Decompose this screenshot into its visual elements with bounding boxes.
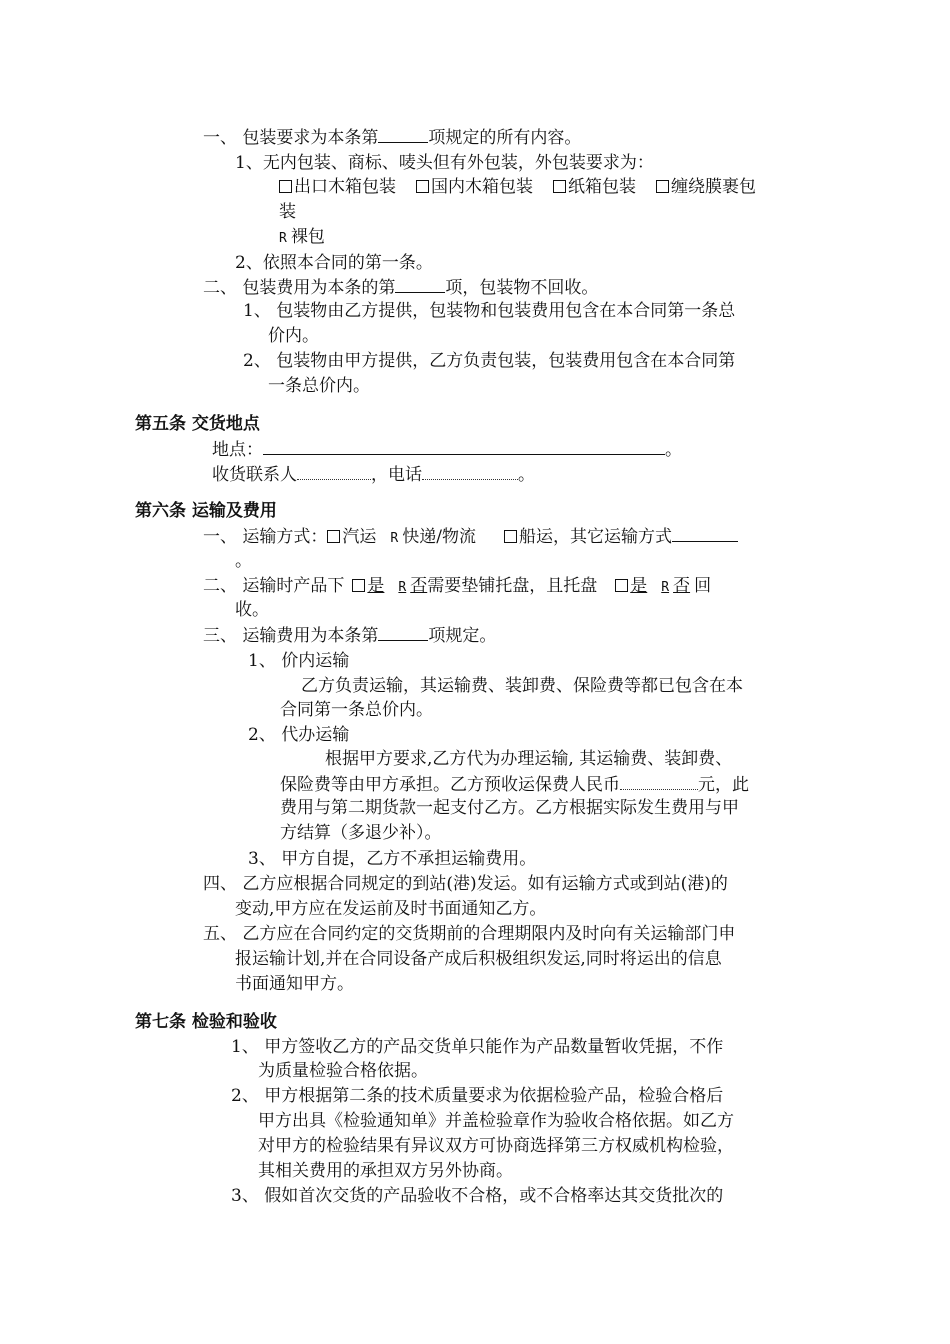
clause-5-b: 报运输计划,并在合同设备产成后积极组织发运,同时将运出的信息 <box>235 949 722 969</box>
pack-options <box>279 176 756 198</box>
pallet-choice-2 <box>597 576 690 596</box>
transport-mode-label: 一、 运输方式： <box>203 527 328 547</box>
no-label: 否 <box>673 576 691 596</box>
blank-field[interactable] <box>395 276 445 293</box>
article-7-title: 第七条 检验和验收 <box>135 1012 277 1032</box>
pack-line-7b: 价内。 <box>268 326 319 346</box>
transport-mode <box>203 525 738 550</box>
checked-mark[interactable]: R <box>279 231 287 246</box>
opt-bare-label: 裸包 <box>290 227 325 247</box>
sub-2-text-a: 根据甲方要求,乙方代为办理运输, 其运输费、装卸费、 <box>325 749 733 769</box>
transport-fee-text: 三、 运输费用为本条第 <box>203 626 379 646</box>
pallet-choice-1 <box>344 576 427 596</box>
inspect-1-b: 为质量检验合格依据。 <box>258 1061 428 1081</box>
blank-field[interactable] <box>378 126 428 143</box>
clause-4-a: 四、 乙方应根据合同规定的到站(港)发运。如有运输方式或到站(港)的 <box>203 874 728 894</box>
pack-requirement-text: 一、 包装要求为本条第 <box>203 128 379 148</box>
checkbox-ship[interactable] <box>504 530 517 543</box>
pack-line-2: 1、无内包装、商标、唛头但有外包装，外包装要求为： <box>235 153 654 173</box>
pack-line-8b: 一条总价内。 <box>268 376 370 396</box>
sub-2-text-b <box>280 773 749 796</box>
pallet-line-end: 收。 <box>235 600 269 620</box>
pallet-line <box>203 575 711 599</box>
sub-1-title: 1、 价内运输 <box>248 651 350 671</box>
opt-bare <box>279 226 325 250</box>
inspect-3-a: 3、 假如首次交货的产品验收不合格，或不合格率达其交货批次的 <box>231 1186 724 1206</box>
opt-carton: 纸箱包装 <box>568 177 636 197</box>
opt-export-wood: 出口木箱包装 <box>294 177 396 197</box>
sub-3-title: 3、 甲方自提，乙方不承担运输费用。 <box>248 849 537 869</box>
checkbox-export-wood[interactable] <box>279 180 292 193</box>
checkbox-carton[interactable] <box>553 180 566 193</box>
transport-fee-text-end: 项规定。 <box>428 626 497 646</box>
inspect-2-b: 甲方出具《检验通知单》并盖检验章作为验收合格依据。如乙方 <box>258 1111 734 1131</box>
opt-express: 快递/物流 <box>402 527 476 547</box>
checked-mark[interactable]: R <box>398 580 407 595</box>
pack-line-7: 1、 包装物由乙方提供，包装物和包装费用包含在本合同第一条总 <box>243 301 736 321</box>
delivery-place <box>212 438 682 461</box>
clause-4-b: 变动,甲方应在发运前及时书面通知乙方。 <box>235 899 547 919</box>
inspect-1-a: 1、 甲方签收乙方的产品交货单只能作为产品数量暂收凭据，不作 <box>231 1037 724 1057</box>
transport-mode-end: 。 <box>235 551 252 571</box>
sub-1-text-b: 合同第一条总价内。 <box>280 700 433 720</box>
contact-label: 收货联系人 <box>212 465 297 485</box>
delivery-contact <box>212 463 535 486</box>
checkbox-wrap-film[interactable] <box>656 180 669 193</box>
transport-fee-line <box>203 624 496 647</box>
opt-truck: 汽运 <box>342 527 377 547</box>
article-5-title: 第五条 交货地点 <box>135 414 260 434</box>
yes-label: 是 <box>367 576 385 596</box>
delivery-place-label: 地点： <box>212 440 263 460</box>
blank-field[interactable] <box>378 624 428 641</box>
other-transport-field[interactable] <box>672 525 738 542</box>
clause-5-c: 书面通知甲方。 <box>235 974 354 994</box>
opt-wrap-film-cont: 装 <box>279 202 296 222</box>
prepay-text: 保险费等由甲方承担。乙方预收运保费人民币 <box>280 775 620 795</box>
phone-label: ，电话 <box>371 465 422 485</box>
pack-requirement-text-end: 项规定的所有内容。 <box>428 128 582 148</box>
prepay-unit: 元，此 <box>698 775 749 795</box>
checked-mark[interactable]: R <box>390 531 399 546</box>
pack-line-5: 2、依照本合同的第一条。 <box>235 253 433 273</box>
inspect-2-c: 对甲方的检验结果有异议双方可协商选择第三方权威机构检验， <box>258 1136 734 1156</box>
yes-label: 是 <box>630 576 648 596</box>
article-6-title: 第六条 运输及费用 <box>135 501 277 521</box>
inspect-2-d: 其相关费用的承担双方另外协商。 <box>258 1161 513 1181</box>
checkbox-yes[interactable] <box>352 579 365 592</box>
opt-wrap-film: 缠绕膜裹包 <box>671 177 756 197</box>
opt-ship: 船运，其它运输方式 <box>518 527 672 547</box>
sub-2-title: 2、 代办运输 <box>248 725 350 745</box>
pack-fee-text: 二、 包装费用为本条的第 <box>203 278 396 298</box>
checkbox-truck[interactable] <box>327 530 340 543</box>
contact-field[interactable] <box>297 463 371 480</box>
clause-5-a: 五、 乙方应在合同约定的交货期前的合理期限内及时向有关运输部门申 <box>203 924 736 944</box>
pack-line-6 <box>203 276 598 299</box>
delivery-place-field[interactable] <box>263 438 665 455</box>
sub-2-text-e: 方结算（多退少补）。 <box>280 823 442 843</box>
pack-fee-text-end: 项，包装物不回收。 <box>445 278 599 298</box>
pallet-text-2: 需要垫铺托盘，且托盘 <box>427 576 598 596</box>
prepay-amount-field[interactable] <box>620 773 698 790</box>
sub-1-text-a: 乙方负责运输，其运输费、装卸费、保险费等都已包含在本 <box>301 676 743 696</box>
phone-field[interactable] <box>422 463 518 480</box>
no-label: 否 <box>410 576 428 596</box>
opt-domestic-wood: 国内木箱包装 <box>431 177 533 197</box>
pallet-text: 二、 运输时产品下 <box>203 576 345 596</box>
checkbox-domestic-wood[interactable] <box>416 180 429 193</box>
period: 。 <box>665 440 682 460</box>
period: 。 <box>518 465 535 485</box>
checkbox-yes[interactable] <box>615 579 628 592</box>
pallet-text-3: 回 <box>694 576 712 596</box>
pack-line-1 <box>203 126 581 149</box>
checked-mark[interactable]: R <box>661 580 670 595</box>
sub-2-text-d: 费用与第二期货款一起支付乙方。乙方根据实际发生费用与甲 <box>280 798 739 818</box>
pack-line-8: 2、 包装物由甲方提供，乙方负责包装，包装费用包含在本合同第 <box>243 351 736 371</box>
inspect-2-a: 2、 甲方根据第二条的技术质量要求为依据检验产品，检验合格后 <box>231 1086 724 1106</box>
